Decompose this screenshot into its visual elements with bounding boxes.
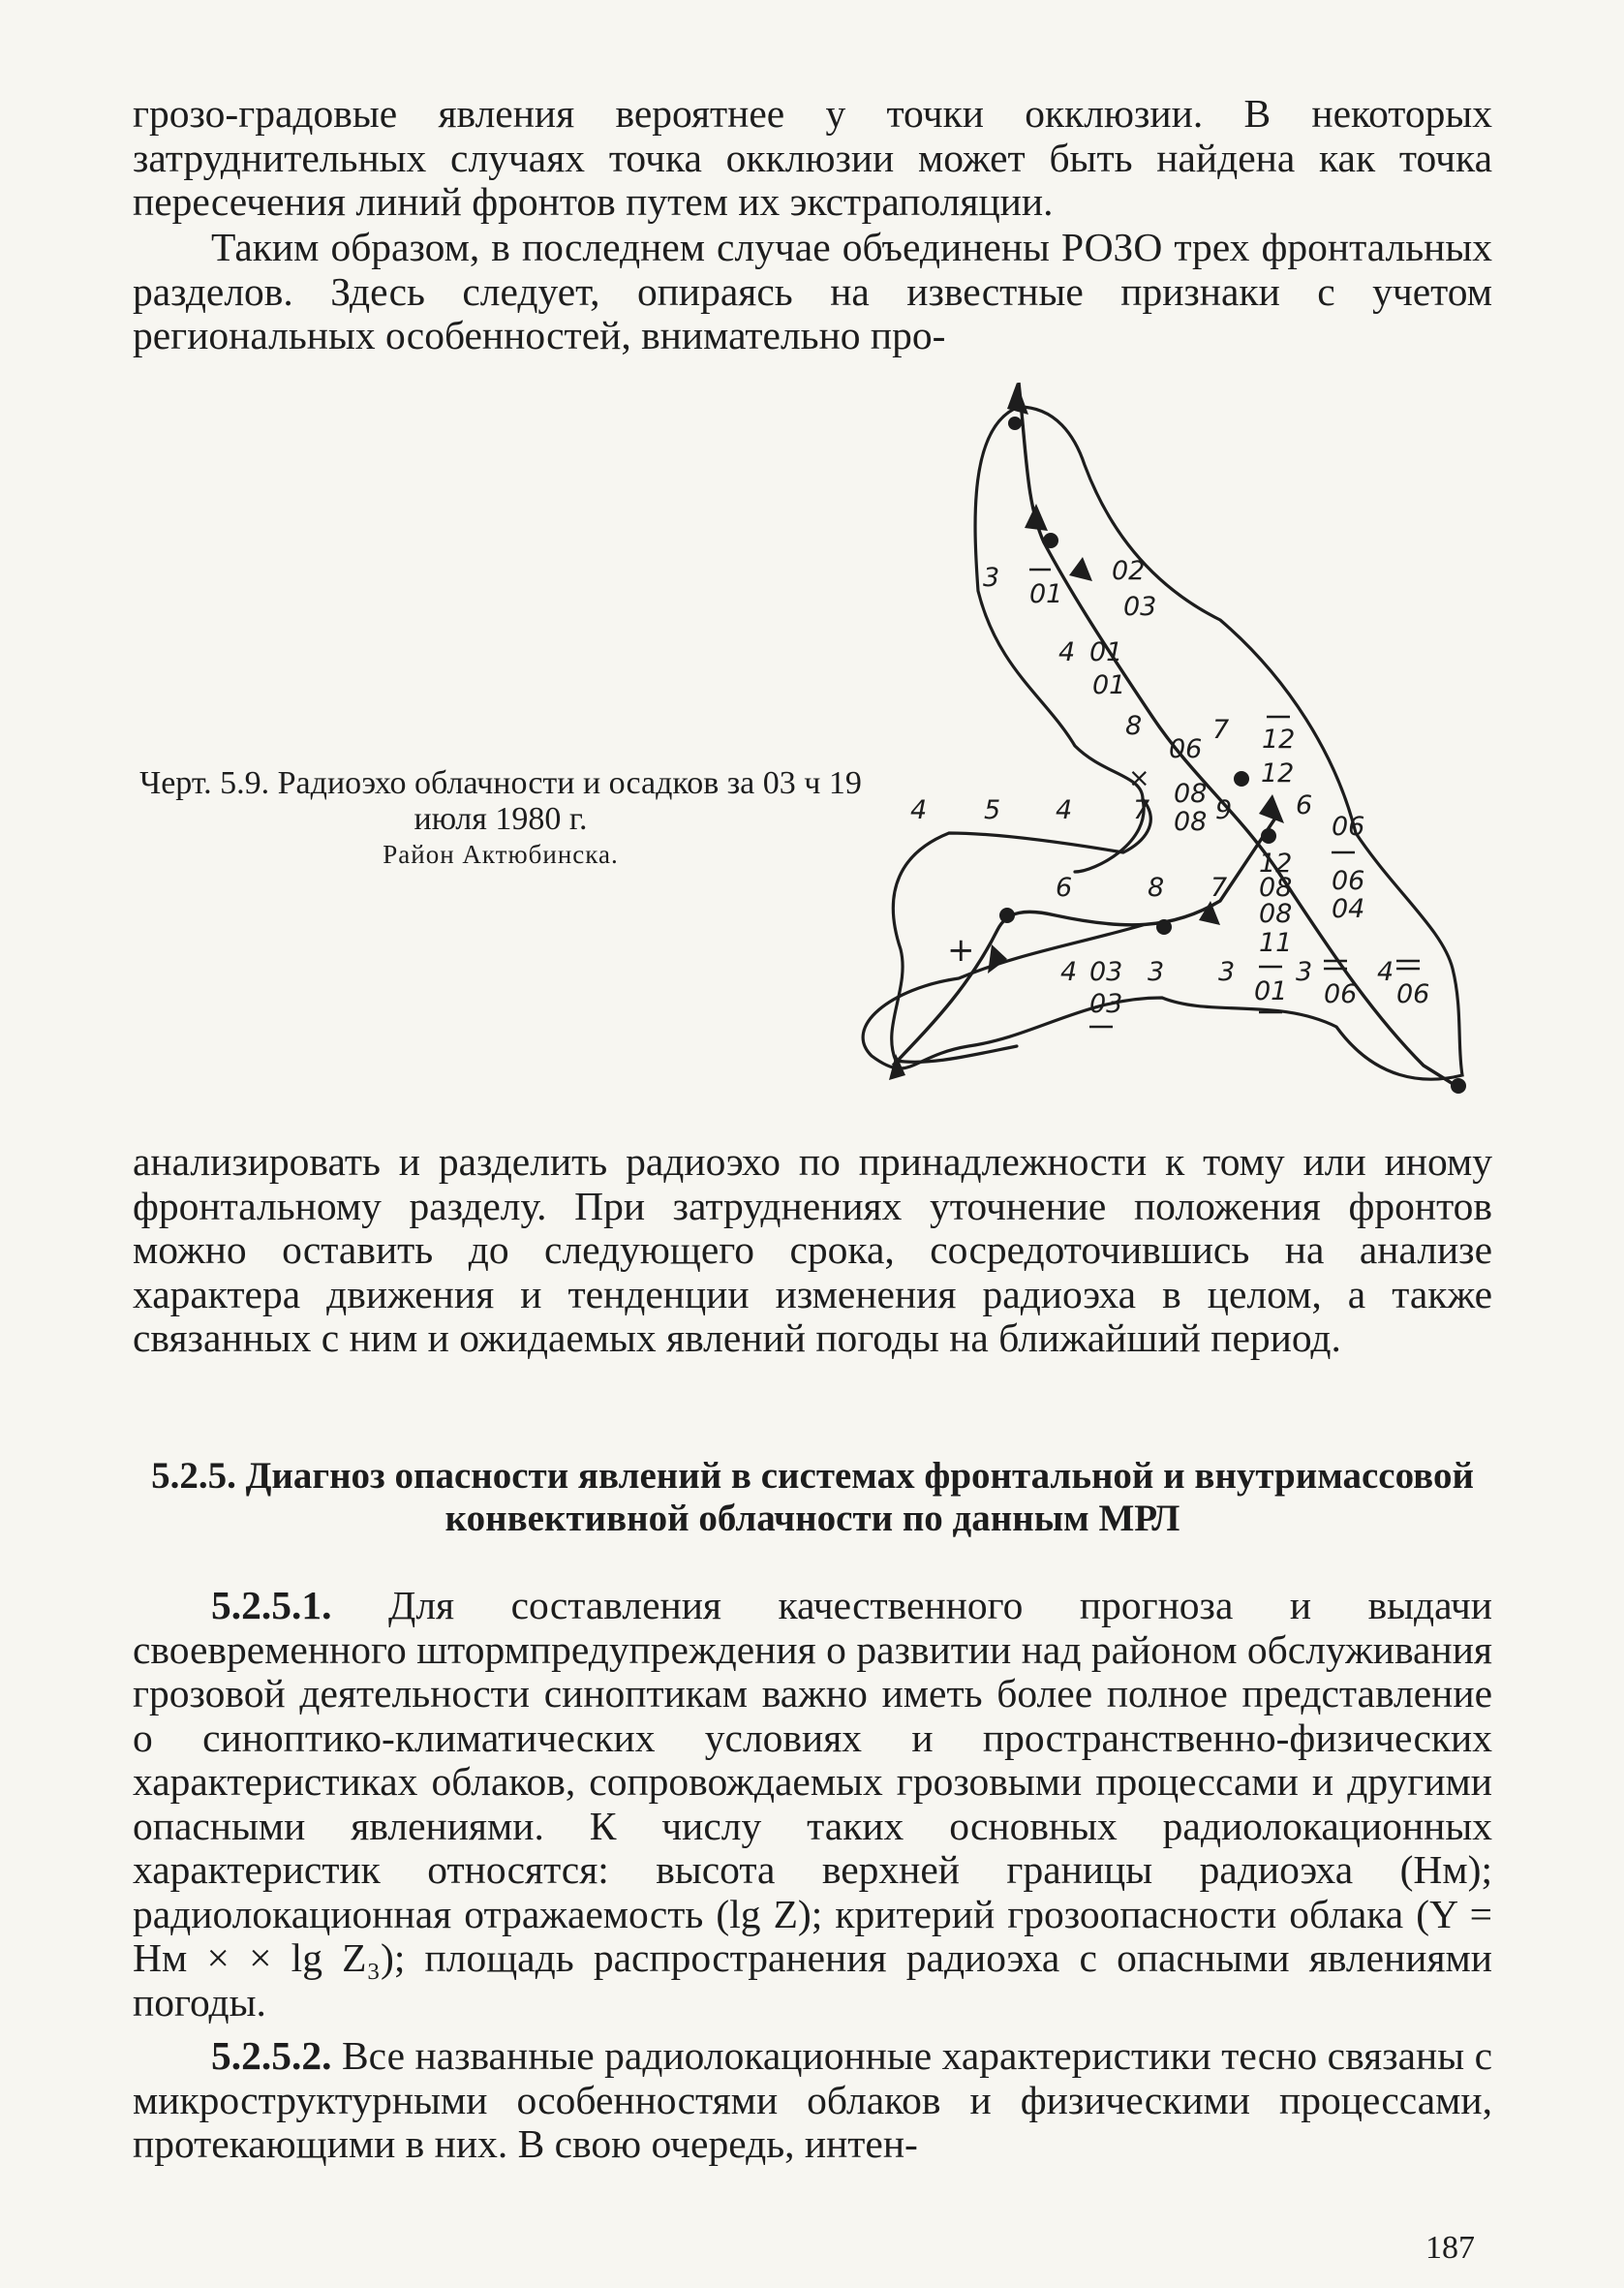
echo-label: 4 <box>1058 637 1076 667</box>
echo-label: 08 <box>1174 807 1208 837</box>
echo-label: 02 <box>1112 556 1146 586</box>
echo-label: 6 <box>1056 873 1073 903</box>
paragraph-analysis: анализировать и разделить радиоэхо по принадлежности к тому или иному фронтальному разделу. При затруднениях уточнение положения фронтов можно оставить до следующего срока, сосредоточившись на анализе характера движения и тенденции изменения радиоэха в целом, а также связанных с ним и ожидаемых явлений погоды на ближайший период. <box>133 1139 1492 1360</box>
front-dot-marker <box>999 908 1015 923</box>
echo-label: 01 <box>1089 637 1123 667</box>
echo-label: 03 <box>1123 592 1157 622</box>
section-1-text: Для составления качественного прогноза и выдачи своевременного штормпредупреждения о развитии над районом обслуживания грозовой деятельности синоптикам важно иметь более полное представление о синоптико-климатических условиях и пространственно-физических характеристиках облаков, сопровождаемых грозовыми процессами и другими опасными явлениями. К числу таких основных радиолокационных характеристик относятся: высота верхней границы радиоэха (Hм); радиолокационная отражаемость (lg Z); критерий грозоопасности облака (Y = Hм × × lg Z₃); площадь распространения радиоэха с опасными явлениями погоды. <box>133 1583 1493 2025</box>
front-dot-marker <box>1234 771 1249 787</box>
echo-label: 06 <box>1332 812 1365 842</box>
echo-label: 01 <box>1029 579 1063 609</box>
echo-label: 7 <box>1212 715 1230 745</box>
echo-label: + <box>947 931 975 970</box>
echo-label: 04 <box>1332 894 1365 924</box>
front-triangle-marker <box>1025 504 1048 531</box>
paragraph-section-2 <box>133 2034 1492 2167</box>
echo-label: 7 <box>1210 873 1228 903</box>
echo-label: 12 <box>1262 725 1296 755</box>
echo-label: 08 <box>1259 899 1293 929</box>
echo-label: 3 <box>1218 957 1236 987</box>
echo-label: 5 <box>984 795 1001 825</box>
echo-label: 3 <box>983 563 1000 593</box>
paragraph-continuation: грозо-градовые явления вероятнее у точки окклюзии. В некоторых затруднительных случаях точка окклюзии может быть найдена как точка пересечения линий фронтов путем их экстраполяции. <box>133 91 1492 224</box>
paragraph-section-1 <box>133 1584 1492 2025</box>
section-heading: 5.2.5. Диагноз опасности явлений в системах фронтальной и внутримассовой конвективной облачности по данным МРЛ <box>151 1455 1474 1539</box>
echo-label: 4 <box>910 795 928 825</box>
echo-label: 06 <box>1396 979 1430 1009</box>
front-triangle-marker <box>1069 557 1092 581</box>
front-dot-marker <box>1451 1078 1466 1094</box>
echo-label: 4 <box>1060 957 1078 987</box>
echo-label: 3 <box>1296 957 1313 987</box>
figure-caption-title: Черт. 5.9. Радиоэхо облачности и осадков за 03 ч 19 июля 1980 г. <box>139 765 862 837</box>
echo-label: 01 <box>1092 670 1126 700</box>
section-2-number: 5.2.5.2. <box>211 2033 332 2078</box>
echo-label: 4 <box>1056 795 1073 825</box>
echo-label: 03 <box>1089 957 1123 987</box>
section-1-number: 5.2.5.1. <box>211 1583 332 1627</box>
page-number: 187 <box>1425 2230 1475 2266</box>
radar-echo-contour-west <box>892 799 1151 1062</box>
echo-label: 01 <box>1254 976 1288 1006</box>
echo-label: 3 <box>1148 957 1165 987</box>
echo-label: 06 <box>1332 866 1365 896</box>
section-2-text: Все названные радиолокационные характеристики тесно связаны с микроструктурными особенностями облаков и физическими процессами, протекающими в них. В свою очередь, интен- <box>133 2033 1493 2166</box>
echo-label: 06 <box>1324 979 1358 1009</box>
echo-label: 8 <box>1125 711 1143 741</box>
echo-label: 03 <box>1089 989 1123 1019</box>
front-dot-marker <box>1261 828 1276 844</box>
front-triangle-marker <box>988 944 1007 974</box>
echo-label: 08 <box>1174 779 1208 809</box>
echo-label: 7 <box>1133 795 1150 825</box>
echo-label: 8 <box>1148 873 1165 903</box>
echo-label: 06 <box>1169 734 1203 764</box>
front-triangle-marker <box>1259 794 1284 823</box>
echo-label: 6 <box>1296 790 1313 820</box>
echo-label: × <box>1128 763 1150 793</box>
paragraph-rozo: Таким образом, в последнем случае объединены РОЗО трех фронтальных разделов. Здесь следует, опираясь на известные признаки с учетом региональных особенностей, внимательно про- <box>133 225 1492 357</box>
echo-label: 08 <box>1259 873 1293 903</box>
front-dot-marker <box>1043 533 1058 548</box>
echo-label: 4 <box>1377 957 1394 987</box>
echo-label: 12 <box>1259 849 1293 879</box>
front-dot-marker <box>1008 417 1022 430</box>
echo-label: 12 <box>1261 758 1295 788</box>
echo-label: 11 <box>1259 928 1293 958</box>
figure-caption-subtitle: Район Актюбинска. <box>383 840 619 869</box>
echo-label: 9 <box>1215 795 1233 825</box>
front-dot-marker <box>1156 919 1172 935</box>
